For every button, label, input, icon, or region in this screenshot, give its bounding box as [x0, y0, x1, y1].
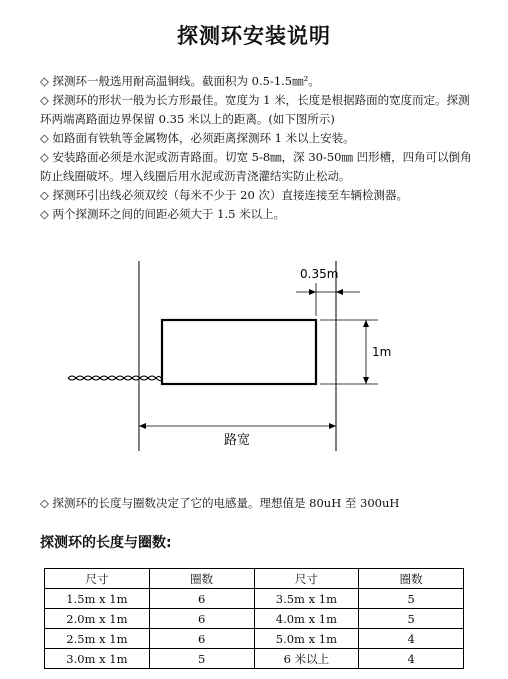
table-row	[45, 609, 464, 629]
bullet-road-surface: ◇ 安装路面必须是水泥或沥青路面。切宽 5-8㎜，深 30-50㎜ 凹形槽，四角可以倒角防止线圈破坏。埋入线圈后用水泥或沥青浇灌结实防止松动。	[40, 150, 472, 183]
inductance-note: ◇ 探测环的长度与圈数决定了它的电感量。理想值是 80uH 至 300uH	[40, 496, 400, 510]
table-row	[45, 589, 464, 609]
header-size-1: 尺寸	[45, 569, 150, 589]
table-cell: 5	[149, 649, 254, 669]
table-cell: 4	[359, 629, 464, 649]
loop-installation-diagram	[60, 256, 400, 456]
bullet-wire-spec: ◇ 探测环一般选用耐高温铜线。截面积为 0.5-1.5㎜²。	[40, 74, 320, 88]
road-width-label: 路宽	[224, 433, 251, 448]
table-cell: 6	[149, 629, 254, 649]
table-cell: 1.5m x 1m	[45, 589, 150, 609]
table-row	[45, 649, 464, 669]
table-cell: 5.0m x 1m	[254, 629, 359, 649]
header-turns-2: 圈数	[359, 569, 464, 589]
table-header-row	[45, 569, 464, 589]
table-cell: 4	[359, 649, 464, 669]
table-cell: 3.0m x 1m	[45, 649, 150, 669]
table-section-title: 探测环的长度与圈数:	[40, 535, 172, 551]
table-cell: 4.0m x 1m	[254, 609, 359, 629]
header-turns-1: 圈数	[149, 569, 254, 589]
table-cell: 6 米以上	[254, 649, 359, 669]
header-size-2: 尺寸	[254, 569, 359, 589]
table-cell: 6	[149, 609, 254, 629]
instruction-list	[40, 72, 480, 224]
detection-loop	[162, 320, 316, 384]
table-cell: 3.5m x 1m	[254, 589, 359, 609]
table-cell: 2.0m x 1m	[45, 609, 150, 629]
height-dimension-label: 1m	[372, 345, 392, 359]
table-cell: 2.5m x 1m	[45, 629, 150, 649]
bullet-loop-shape: ◇ 探测环的形状一般为长方形最佳。宽度为 1 米，长度是根据路面的宽度而定。探测环两端离路面边界保留 0.35 米以上的距离。(如下图所示)	[40, 93, 470, 126]
table-cell: 5	[359, 609, 464, 629]
bullet-loop-spacing: ◇ 两个探测环之间的间距必须大于 1.5 米以上。	[40, 207, 286, 221]
gap-dimension-label: 0.35m	[300, 267, 339, 281]
loop-turns-table	[44, 568, 464, 669]
table-cell: 5	[359, 589, 464, 609]
page-title: 探测环安装说明	[177, 24, 331, 48]
table-cell: 6	[149, 589, 254, 609]
bullet-metal-distance: ◇ 如路面有铁轨等金属物体，必须距离探测环 1 米以上安装。	[40, 131, 355, 145]
table-row	[45, 629, 464, 649]
bullet-twisted-lead: ◇ 探测环引出线必须双绞（每米不少于 20 次）直接连接至车辆检测器。	[40, 188, 408, 202]
